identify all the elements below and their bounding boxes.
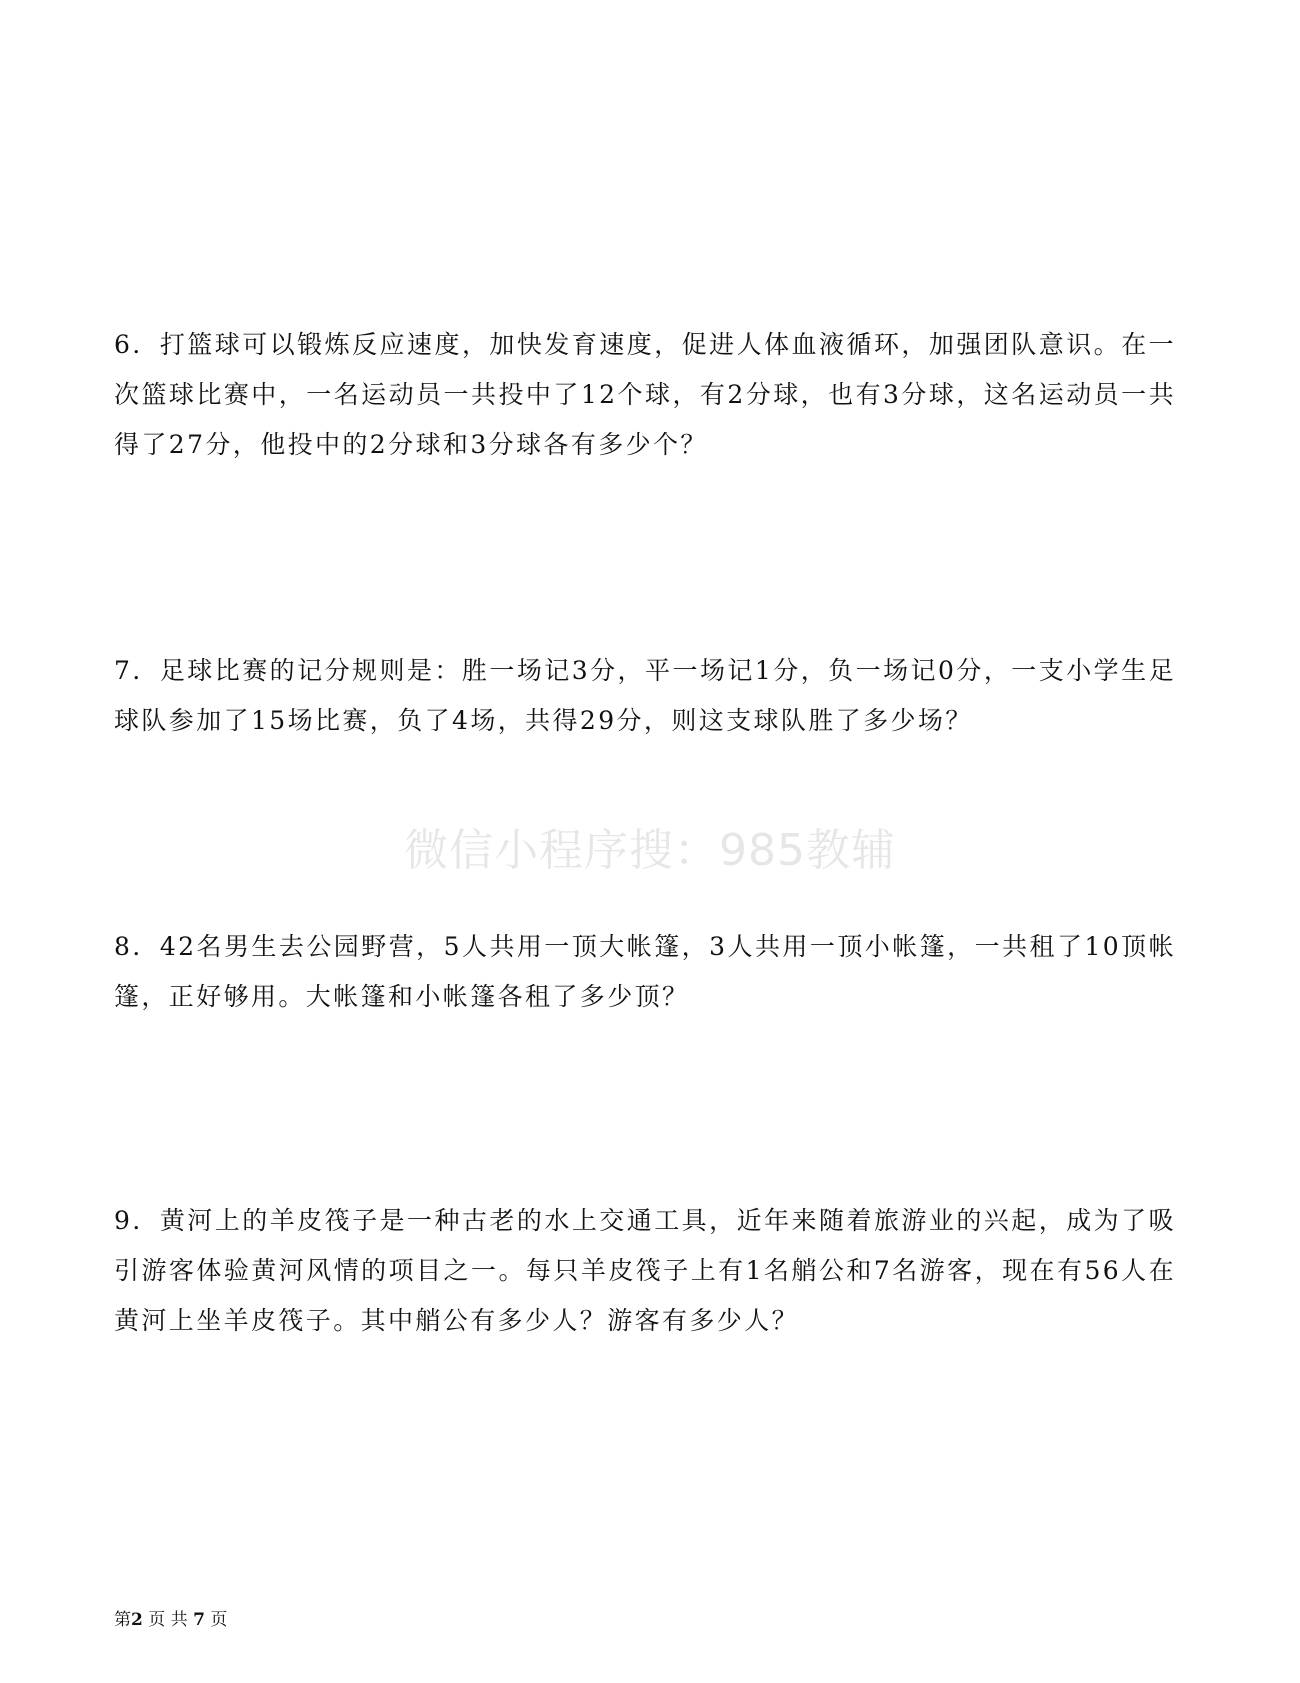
question-9: 9．黄河上的羊皮筏子是一种古老的水上交通工具，近年来随着旅游业的兴起，成为了吸引游客体验黄河风情的项目之一。每只羊皮筏子上有1名艄公和7名游客，现在有56人在黄河上坐羊皮筏子。其中艄公有多少人？游客有多少人？ (114, 1206, 1176, 1335)
watermark: 微信小程序搜：985教辅 (404, 825, 896, 876)
footer-middle: 页 共 (148, 1610, 188, 1630)
footer-suffix: 页 (210, 1610, 228, 1630)
total-pages-number: 7 (193, 1610, 205, 1630)
question-7: 7．足球比赛的记分规则是：胜一场记3分，平一场记1分，负一场记0分，一支小学生足球队参加了15场比赛，负了4场，共得29分，则这支球队胜了多少场？ (114, 656, 1176, 735)
page-footer (114, 1608, 227, 1632)
current-page-number: 2 (131, 1610, 143, 1630)
question-8: 8．42名男生去公园野营，5人共用一顶大帐篷，3人共用一顶小帐篷，一共租了10顶帐篷，正好够用。大帐篷和小帐篷各租了多少顶？ (114, 932, 1176, 1011)
footer-prefix: 第 (114, 1610, 131, 1630)
question-6: 6．打篮球可以锻炼反应速度，加快发育速度，促进人体血液循环，加强团队意识。在一次篮球比赛中，一名运动员一共投中了12个球，有2分球，也有3分球，这名运动员一共得了27分，他投中的2分球和3分球各有多少个？ (114, 330, 1176, 459)
